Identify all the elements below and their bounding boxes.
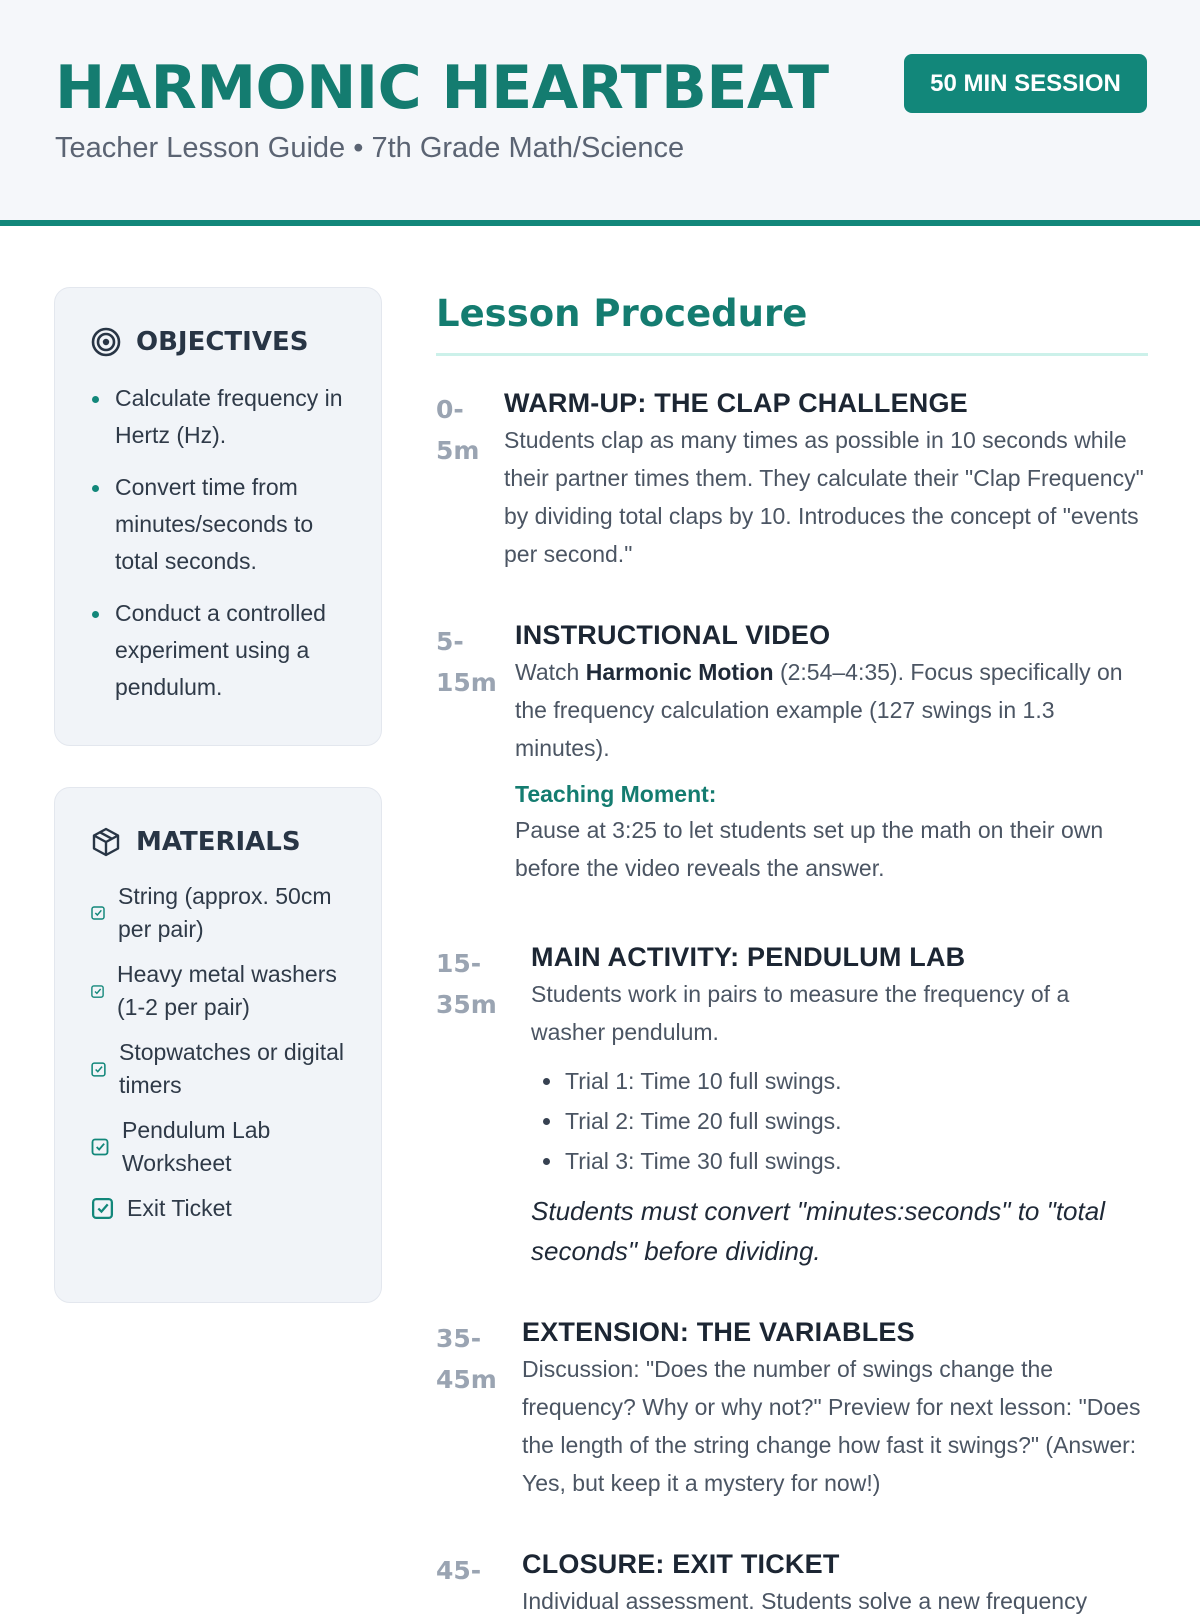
procedure-title: Lesson Procedure [436,292,808,335]
procedure-divider [436,353,1148,356]
step-time: 5- 15m [436,627,497,697]
objectives-title: OBJECTIVES [136,327,309,357]
materials-list [90,880,360,1237]
checkbox-checked-icon [90,1137,110,1157]
step-content [531,939,1148,1271]
material-item [90,1036,360,1102]
step-content [522,1314,1148,1502]
step-time: 35- 45m [436,1324,497,1394]
page-header [0,0,1200,226]
procedure-step-closure [436,1546,1148,1614]
step-description: Students clap as many times as possible in 10 seconds while their partner times them. They calculate their "Clap Frequency" by dividing total claps by 10. Introduces the concept of "events per second." [504,427,1144,567]
step-description: Discussion: "Does the number of swings change the frequency? Why or why not?" Preview for next lesson: "Does the length of the string change how fast it swings?" (Answer: Yes, but keep it a mystery for now!) [522,1356,1141,1496]
conversion-note: Students must convert "minutes:seconds" to "total seconds" before dividing. [531,1196,1105,1266]
trial-item: Trial 3: Time 30 full swings. [531,1141,1148,1181]
trial-item: Trial 1: Time 10 full swings. [531,1061,1148,1101]
box-icon [90,826,122,858]
procedure-step-video [436,617,1148,907]
material-label: Pendulum Lab Worksheet [122,1117,271,1176]
checkbox-checked-icon [90,905,106,921]
objective-item: Convert time from minutes/seconds to total seconds. [91,469,361,580]
objectives-header [90,326,308,358]
step-heading: INSTRUCTIONAL VIDEO [515,620,831,650]
material-label: String (approx. 50cm per pair) [118,883,332,942]
step-heading: EXTENSION: THE VARIABLES [522,1317,915,1347]
material-item [90,1114,360,1180]
objectives-list [91,380,361,721]
step-description: Watch Harmonic Motion (2:54–4:35). Focus specifically on the frequency calculation example (127 swings in 1.3 minutes). [515,659,1123,761]
materials-card [54,787,382,1303]
procedure-step-pendulum-lab [436,939,1148,1279]
target-icon [90,326,122,358]
material-label: Heavy metal washers (1-2 per pair) [117,961,337,1020]
teaching-moment-text: Pause at 3:25 to let students set up the math on their own before the video reveals the answer. [515,817,1104,881]
step-time: 15- 35m [436,949,497,1019]
materials-header [90,826,301,858]
step-heading: CLOSURE: EXIT TICKET [522,1549,840,1579]
step-heading: WARM-UP: THE CLAP CHALLENGE [504,388,968,418]
material-item [90,958,360,1024]
step-content [522,1546,1148,1620]
checkbox-checked-icon [90,1061,107,1078]
material-item [90,880,360,946]
step-heading: MAIN ACTIVITY: PENDULUM LAB [531,942,966,972]
step-content [515,617,1148,887]
session-length-badge: 50 MIN SESSION [904,54,1147,113]
page-subtitle: Teacher Lesson Guide • 7th Grade Math/Science [55,132,685,164]
procedure-step-extension [436,1314,1148,1514]
step-time: 45- [436,1556,482,1585]
materials-title: MATERIALS [136,827,301,857]
material-label: Stopwatches or digital timers [119,1039,345,1098]
checkbox-checked-icon [90,1196,115,1221]
objective-item: Conduct a controlled experiment using a pendulum. [91,595,361,706]
step-content [504,385,1148,573]
step-description: Individual assessment. Students solve a new frequency [522,1588,1088,1614]
material-item [90,1192,360,1225]
objectives-card [54,287,382,746]
material-label: Exit Ticket [127,1195,232,1221]
procedure-step-warm-up [436,385,1148,585]
objective-item: Calculate frequency in Hertz (Hz). [91,380,361,454]
checkbox-checked-icon [90,984,105,999]
page-title: HARMONIC HEARTBEAT [55,53,829,123]
trial-item: Trial 2: Time 20 full swings. [531,1101,1148,1141]
teaching-moment-label: Teaching Moment: [515,781,717,807]
step-time: 0- 5m [436,395,480,465]
step-description: Students work in pairs to measure the frequency of a washer pendulum. [531,981,1070,1045]
video-title: Harmonic Motion [585,659,774,685]
trials-list [531,1061,1148,1181]
